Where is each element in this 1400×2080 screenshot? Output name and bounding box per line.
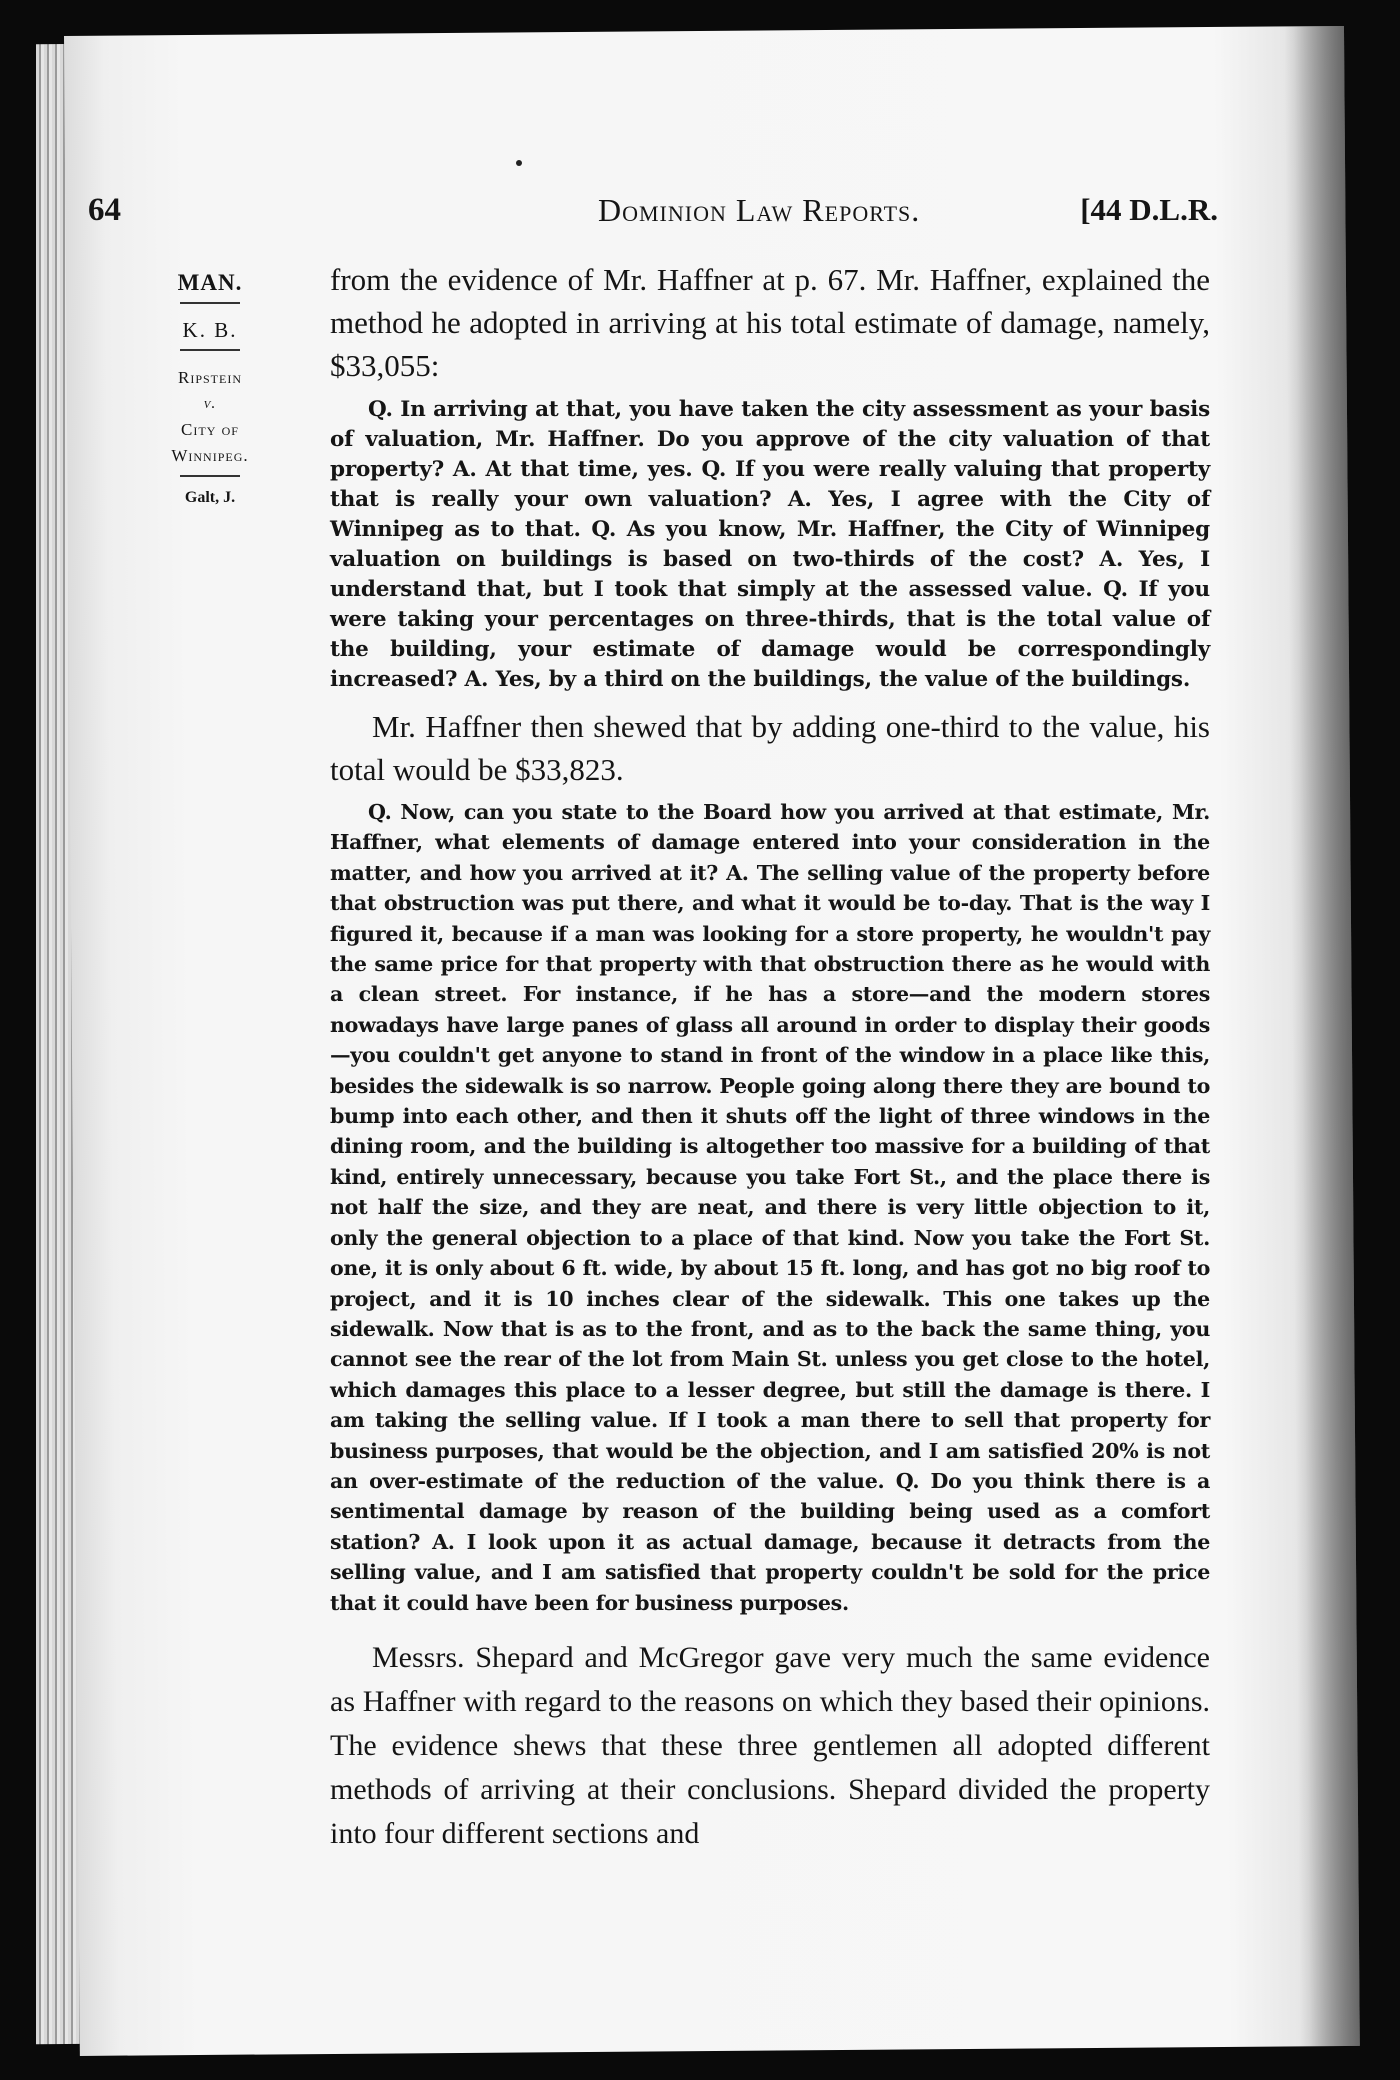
page-number: 64 <box>88 192 121 228</box>
margin-notes <box>110 270 310 507</box>
case-party-1: Ripstein <box>177 368 242 387</box>
case-name <box>110 365 310 469</box>
paragraph-1: from the evidence of Mr. Haffner at p. 67. Mr. Haffner, explained the method he adopted in arriving at his total estimate of damage, namely, $33,055: <box>330 262 1210 383</box>
court-label: K. B. <box>182 318 238 342</box>
testimony-quote-1: Q. In arriving at that, you have taken the city assessment as your basis of valuation, Mr. Haffner. Do you approve of the city valuation of that property? A. At that time, yes. Q. If you were really valuing that property that is really your own valuation? A. Yes, I agree with the City of Winnipeg as to that. Q. As you know, Mr. Haffner, the City of Winnipeg valuation on buildings is based on two-thirds of the cost? A. Yes, I understand that, but I took that simply at the assessed value. Q. If you were taking your percentages on three-thirds, that is the total value of the building, your estimate of damage would be correspondingly increased? A. Yes, by a third on the buildings, the value of the buildings. <box>330 397 1210 692</box>
main-text <box>330 258 1210 1856</box>
divider <box>180 349 240 351</box>
jurisdiction-label: MAN. <box>177 270 243 295</box>
testimony-quote-2: Q. Now, can you state to the Board how you arrived at that estimate, Mr. Haffner, what elements of damage entered into your consideration in the matter, and how you arrived at it? A. The selling value of the property before that obstruction was put there, and what it would be to-day. That is the way I figured it, because if a man was looking for a store property, he wouldn't pay the same price for that property with that obstruction there as he would with a clean street. For instance, if he has a store—and the modern stores nowadays have large panes of glass all around in order to display their goods—you couldn't get anyone to stand in front of the window in a place like this, besides the sidewalk is so narrow. People going along there they are bound to bump into each other, and then it shuts off the light of three windows in the dining room, and the building is altogether too massive for a building of that kind, entirely unnecessary, because you take Fort St., and the place there is not half the size, and they are neat, and there is very little objection to it, only the general objection to a place of that kind. Now you take the Fort St. one, it is only about 6 ft. wide, by about 15 ft. long, and has got no big roof to project, and it is 10 inches clear of the sidewalk. This one takes up the sidewalk. Now that is as to the front, and as to the back the same thing, you cannot see the rear of the lot from Main St. unless you get close to the hotel, which damages this place to a lesser degree, but still the damage is there. I am taking the selling value. If I took a man there to sell that property for business purposes, that would be the objection, and I am satisfied 20% is not an over-estimate of the reduction of the value. Q. Do you think there is a sentimental damage by reason of the building being used as a comfort station? A. I look upon it as actual damage, because it detracts from the selling value, and I am satisfied that property couldn't be sold for the price that it could have been for business purposes. <box>330 800 1210 1615</box>
paragraph-3: Messrs. Shepard and McGregor gave very much the same evidence as Haffner with regard to the reasons on which they based their opinions. The evidence shews that these three gentlemen all adopted different methods of arriving at their conclusions. Shepard divided the property into four different sections and <box>330 1640 1210 1850</box>
volume-reference: [44 D.L.R. <box>1080 192 1218 227</box>
case-party-2-line-1: City of <box>181 420 239 439</box>
case-versus: v. <box>203 395 217 412</box>
judge-label: Galt, J. <box>184 489 236 506</box>
running-title: Dominion Law Reports. <box>598 192 921 228</box>
case-party-2-line-2: Winnipeg. <box>171 446 249 465</box>
gutter-shadow <box>1284 26 1360 2046</box>
page-header <box>88 152 1218 228</box>
paragraph-2: Mr. Haffner then shewed that by adding one-third to the value, his total would be $33,823. <box>330 709 1210 787</box>
divider <box>180 302 240 304</box>
divider <box>180 475 240 477</box>
